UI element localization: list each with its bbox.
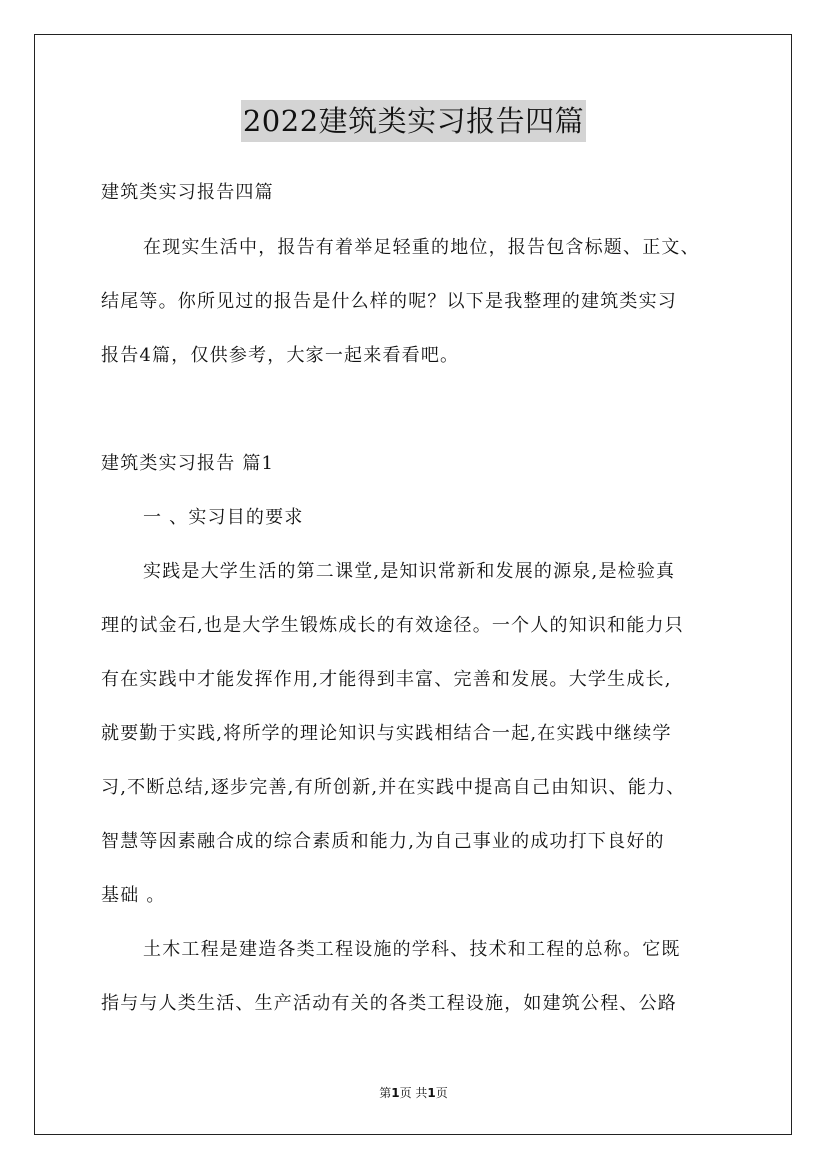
paragraph2-line-2: 指与与人类生活、生产活动有关的各类工程设施，如建筑公程、公路 [101,993,677,1014]
intro-line-1: 在现实生活中，报告有着举足轻重的地位，报告包含标题、正文、 [143,237,700,258]
sub-heading: 一 、实习目的要求 [143,507,304,528]
title-container [0,100,827,142]
footer-prefix: 第 [379,1086,392,1100]
paragraph1-line-5: 习,不断总结,逐步完善,有所创新,并在实践中提高自己由知识、能力、 [101,777,686,798]
paragraph1-line-6: 智慧等因素融合成的综合素质和能力,为自己事业的成功打下良好的 [101,831,665,852]
document-subtitle: 建筑类实习报告四篇 [101,182,274,203]
footer-total-pages: 1 [427,1086,436,1100]
paragraph1-line-7: 基础 。 [101,885,166,906]
footer-suffix: 页 [435,1086,448,1100]
paragraph1-line-3: 有在实践中才能发挥作用,才能得到丰富、完善和发展。大学生成长, [101,669,672,690]
section-heading: 建筑类实习报告 篇1 [101,453,275,474]
paragraph1-line-2: 理的试金石,也是大学生锻炼成长的有效途径。一个人的知识和能力只 [101,615,684,636]
intro-line-3: 报告4篇，仅供参考，大家一起来看看吧。 [101,345,460,366]
page-footer [0,1084,827,1101]
paragraph1-line-4: 就要勤于实践,将所学的理论知识与实践相结合一起,在实践中继续学 [101,723,672,744]
paragraph1-line-1: 实践是大学生活的第二课堂,是知识常新和发展的源泉,是检验真 [143,561,676,582]
paragraph2-line-1: 土木工程是建造各类工程设施的学科、技术和工程的总称。它既 [143,939,681,960]
intro-line-2: 结尾等。你所见过的报告是什么样的呢？以下是我整理的建筑类实习 [101,291,677,312]
footer-page-number: 1 [391,1086,400,1100]
document-title: 2022建筑类实习报告四篇 [241,100,586,142]
footer-mid: 页 共 [399,1086,428,1100]
